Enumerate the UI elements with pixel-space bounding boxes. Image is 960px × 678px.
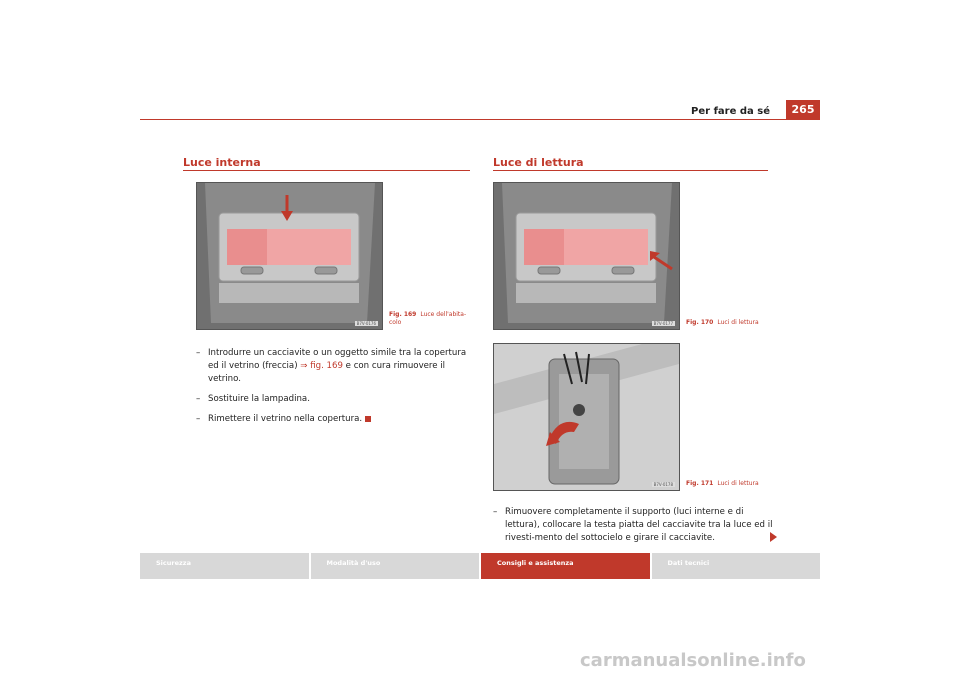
figure-169-image — [196, 182, 383, 330]
next-page-arrow-icon[interactable] — [770, 532, 777, 542]
left-instructions — [196, 347, 472, 433]
tab-dati-tecnici[interactable]: Dati tecnici — [652, 553, 821, 579]
right-instructions — [493, 506, 778, 552]
step-2: – Sostituire la lampadina. — [196, 393, 472, 406]
figure-170-caption — [686, 319, 759, 327]
figure-code: B7V-0177 — [653, 321, 673, 326]
caption-number: Fig. 171 — [686, 480, 714, 487]
page-header-title: Per fare da sé — [691, 106, 770, 117]
section-divider — [493, 170, 768, 171]
figure-169-caption — [389, 311, 474, 327]
footer-navigation — [140, 553, 820, 579]
header-divider — [140, 119, 820, 120]
tab-modalita-duso[interactable]: Modalità d'uso — [311, 553, 480, 579]
tab-consigli-e-assistenza[interactable]: Consigli e assistenza — [481, 553, 650, 579]
page-number: 265 — [786, 100, 820, 120]
caption-text: Luci di lettura — [717, 480, 759, 487]
tab-sicurezza[interactable]: Sicurezza — [140, 553, 309, 579]
section-title-luce-interna: Luce interna — [183, 156, 261, 169]
watermark: carmanualsonline.info — [580, 650, 806, 671]
step-3: – Rimettere il vetrino nella copertura. — [196, 413, 472, 426]
step-1: – Rimuovere completamente il supporto (luci interne e di lettura), collocare la testa piatta del cacciavite tra la luce ed il rivesti-mento del sottocielo e girare il cacciavite. — [493, 506, 778, 545]
caption-text: Luce dell'abita- colo — [389, 311, 467, 326]
section-title-luce-di-lettura: Luce di lettura — [493, 156, 584, 169]
reading-light-illustration — [494, 183, 679, 329]
caption-number: Fig. 170 — [686, 319, 714, 326]
interior-light-illustration — [197, 183, 382, 329]
step-1: – Introdurre un cacciavite o un oggetto simile tra la copertura ed il vetrino (freccia) ⇒ fig. 169 e con cura rimuovere il vetrino. — [196, 347, 472, 386]
figure-170-image — [493, 182, 680, 330]
fig-169-link[interactable]: ⇒ fig. 169 — [300, 361, 343, 371]
section-divider — [183, 170, 470, 171]
end-of-section-icon — [365, 416, 371, 422]
figure-code: B7V-0176 — [356, 321, 376, 326]
reading-light-removal-illustration — [494, 344, 679, 490]
figure-171-caption — [686, 480, 759, 488]
caption-text: Luci di lettura — [717, 319, 759, 326]
figure-171-image — [493, 343, 680, 491]
figure-code: B7V-0178 — [653, 482, 673, 487]
caption-number: Fig. 169 — [389, 311, 417, 318]
